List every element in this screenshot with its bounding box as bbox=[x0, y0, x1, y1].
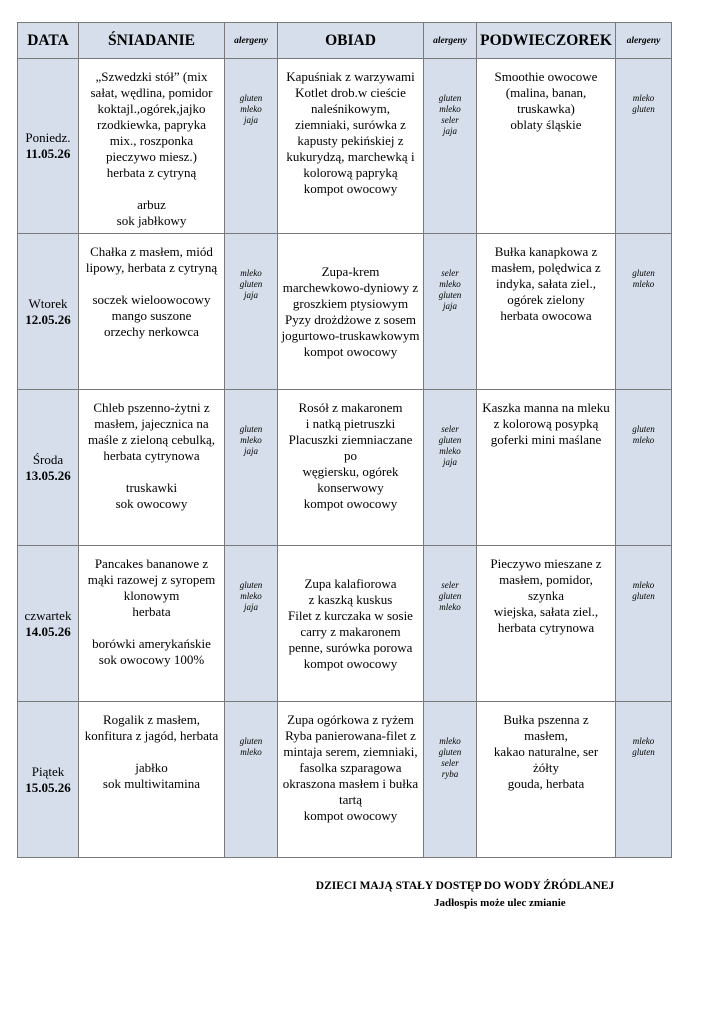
breakfast-cell-line: maśle z zieloną cebulką, bbox=[87, 432, 216, 447]
allergen-item: mleko bbox=[240, 435, 262, 445]
snack-cell-line: Pieczywo mieszane z bbox=[490, 556, 602, 571]
lunch-cell bbox=[278, 546, 424, 702]
snack-cell-line: herbata cytrynowa bbox=[497, 620, 595, 635]
lunch-cell-line: marchewkowo-dyniowy z bbox=[282, 279, 419, 295]
breakfast-cell-line: Chleb pszenno-żytni z bbox=[93, 400, 210, 415]
lunch-cell-line: z kaszką kuskus bbox=[308, 591, 393, 607]
breakfast-cell-line bbox=[82, 744, 221, 760]
lunch-cell-line: Zupa ogórkowa z ryżem bbox=[287, 712, 414, 727]
lunch-cell-line: kompot owocowy bbox=[303, 496, 398, 511]
breakfast-cell bbox=[79, 702, 225, 858]
allergen-item: mleko bbox=[632, 279, 655, 289]
lunch-cell-line: konserwowy bbox=[317, 480, 384, 495]
snack-cell-line: goferki mini maślane bbox=[490, 432, 602, 447]
breakfast-cell-line bbox=[82, 620, 221, 636]
breakfast-cell-line: sałat, wędlina, pomidor bbox=[90, 85, 213, 100]
breakfast-cell-line: herbata z cytryną bbox=[106, 165, 197, 180]
lunch-cell-line: fasolka szparagowa bbox=[299, 760, 402, 775]
lunch-cell bbox=[278, 702, 424, 858]
allergen-item: gluten bbox=[438, 290, 462, 300]
lunch-cell-line: kukurydzą, marchewką i bbox=[286, 149, 415, 164]
breakfast-cell-line: lipowy, herbata z cytryną bbox=[85, 260, 218, 275]
lunch-cell-line: groszkiem ptysiowym bbox=[292, 295, 409, 311]
lunch-cell-line: ziemniaki, surówka z bbox=[295, 117, 406, 132]
allergen-item: jaja bbox=[243, 290, 258, 300]
lunch-cell-line: Zupa kalafiorowa bbox=[304, 575, 397, 591]
lunch-cell-line: naleśnikowym, bbox=[310, 101, 391, 116]
lunch-cell-line: carry z makaronem bbox=[300, 623, 401, 639]
footer-water-note: DZIECI MAJĄ STAŁY DOSTĘP DO WODY ŹRÓDLANEJ bbox=[315, 880, 615, 892]
allergen-item: seler bbox=[441, 268, 459, 278]
snack-cell bbox=[477, 59, 616, 234]
day-cell bbox=[18, 59, 79, 234]
lunch-cell bbox=[278, 390, 424, 546]
breakfast-cell-line: sok owocowy 100% bbox=[98, 652, 205, 667]
allergen-item: gluten bbox=[239, 736, 263, 746]
allergen-item: mleko bbox=[632, 435, 655, 445]
table-row bbox=[18, 546, 672, 702]
header-obiad: OBIAD bbox=[278, 23, 424, 59]
day-cell bbox=[18, 390, 79, 546]
breakfast-cell-line bbox=[82, 276, 221, 292]
lunch-cell-line: Pyzy drożdżowe z sosem bbox=[284, 311, 417, 327]
snack-cell bbox=[477, 390, 616, 546]
allergen-item: jaja bbox=[442, 301, 457, 311]
header-alergeny-breakfast: alergeny bbox=[225, 23, 278, 59]
breakfast-cell-line: soczek wieloowocowy bbox=[92, 292, 211, 307]
day-name: Wtorek bbox=[28, 295, 68, 311]
breakfast-cell-line: Chałka z masłem, miód bbox=[90, 244, 213, 259]
allergen-item: mleko bbox=[439, 446, 461, 456]
header-alergeny-lunch: alergeny bbox=[424, 23, 477, 59]
allergen-item: mleko bbox=[240, 747, 262, 757]
snack-cell-line: z kolorową posypką bbox=[493, 416, 599, 431]
allergen-item: mleko bbox=[439, 602, 461, 612]
day-cell bbox=[18, 546, 79, 702]
day-date: 15.05.26 bbox=[25, 779, 71, 795]
snack-cell-line: indyka, sałata ziel., bbox=[496, 276, 596, 291]
snack-allergens bbox=[616, 702, 672, 858]
snack-cell-line: Smoothie owocowe bbox=[494, 69, 598, 84]
allergen-item: jaja bbox=[243, 602, 258, 612]
day-date: 12.05.26 bbox=[25, 311, 71, 327]
allergen-item: gluten bbox=[632, 424, 655, 434]
breakfast-cell bbox=[79, 59, 225, 234]
breakfast-allergens bbox=[225, 546, 278, 702]
snack-cell-line: gouda, herbata bbox=[507, 776, 585, 791]
allergen-item: ryba bbox=[441, 769, 459, 779]
breakfast-cell-line: sok multiwitamina bbox=[102, 776, 201, 791]
allergen-item: seler bbox=[441, 758, 459, 768]
breakfast-cell-line bbox=[82, 181, 221, 197]
day-cell bbox=[18, 702, 79, 858]
day-date: 14.05.26 bbox=[25, 623, 71, 639]
allergen-item: seler bbox=[441, 580, 459, 590]
allergen-item: gluten bbox=[438, 435, 462, 445]
day-name: Piątek bbox=[31, 763, 65, 779]
snack-allergens bbox=[616, 390, 672, 546]
allergen-item: mleko bbox=[240, 591, 262, 601]
day-name: czwartek bbox=[24, 607, 72, 623]
breakfast-allergens bbox=[225, 702, 278, 858]
lunch-cell-line: penne, surówka porowa bbox=[288, 639, 413, 655]
breakfast-cell-line: koktajl.,ogórek,jajko bbox=[97, 101, 206, 116]
allergen-item: jaja bbox=[243, 446, 258, 456]
breakfast-cell-line: jabłko bbox=[135, 760, 168, 775]
allergen-item: gluten bbox=[632, 268, 655, 278]
breakfast-cell-line: Rogalik z masłem, bbox=[102, 712, 201, 727]
header-sniadanie: ŚNIADANIE bbox=[79, 23, 225, 59]
breakfast-cell bbox=[79, 390, 225, 546]
lunch-cell-line: Kapuśniak z warzywami bbox=[286, 69, 415, 84]
allergen-item: mleko bbox=[632, 580, 655, 590]
day-name: Środa bbox=[32, 451, 64, 467]
snack-cell bbox=[477, 546, 616, 702]
lunch-cell-line: okraszona masłem i bułka bbox=[282, 776, 419, 791]
table-header-row bbox=[18, 23, 672, 59]
allergen-item: mleko bbox=[439, 279, 461, 289]
lunch-allergens bbox=[424, 390, 477, 546]
breakfast-cell-line: arbuz bbox=[137, 197, 166, 212]
day-date: 13.05.26 bbox=[25, 467, 71, 483]
allergen-item: mleko bbox=[439, 104, 461, 114]
lunch-cell-line: tartą bbox=[338, 792, 363, 807]
lunch-cell-line: kompot owocowy bbox=[303, 181, 398, 196]
footer-change-note: Jadłospis może ulec zmianie bbox=[434, 897, 566, 909]
breakfast-cell bbox=[79, 234, 225, 390]
allergen-item: mleko bbox=[632, 93, 655, 103]
breakfast-cell-line: borówki amerykańskie bbox=[92, 636, 211, 651]
lunch-cell-line: Filet z kurczaka w sosie bbox=[288, 607, 413, 623]
day-name: Poniedz. bbox=[25, 130, 71, 145]
allergen-item: gluten bbox=[239, 580, 263, 590]
breakfast-cell-line: rzodkiewka, papryka bbox=[96, 117, 206, 132]
snack-cell-line: ogórek zielony bbox=[507, 292, 585, 307]
lunch-allergens bbox=[424, 702, 477, 858]
lunch-cell-line: Zupa-krem bbox=[321, 263, 380, 279]
breakfast-cell bbox=[79, 546, 225, 702]
menu-body bbox=[18, 59, 672, 858]
day-date: 11.05.26 bbox=[25, 146, 71, 161]
header-alergeny-snack: alergeny bbox=[616, 23, 672, 59]
lunch-cell-line: Rosół z makaronem bbox=[298, 400, 403, 415]
breakfast-cell-line: pieczywo miesz.) bbox=[106, 149, 197, 164]
snack-cell-line: masłem, pomidor, szynka bbox=[499, 572, 593, 603]
breakfast-cell-line: konfitura z jagód, herbata bbox=[84, 728, 219, 743]
breakfast-cell-line: herbata cytrynowa bbox=[103, 448, 200, 463]
breakfast-cell-line: sok owocowy bbox=[115, 496, 188, 511]
allergen-item: gluten bbox=[239, 279, 263, 289]
lunch-allergens bbox=[424, 59, 477, 234]
snack-cell-line: oblaty śląskie bbox=[510, 117, 582, 132]
lunch-cell-line: jogurtowo-truskawkowym bbox=[281, 327, 420, 343]
breakfast-allergens bbox=[225, 234, 278, 390]
breakfast-cell-line: truskawki bbox=[125, 480, 178, 495]
allergen-item: mleko bbox=[439, 736, 461, 746]
lunch-cell-line: mintaja serem, ziemniaki, bbox=[283, 744, 418, 759]
lunch-allergens bbox=[424, 546, 477, 702]
snack-cell-line: Bułka kanapkowa z bbox=[494, 244, 598, 259]
lunch-cell-line: Placuszki ziemniaczane po bbox=[288, 432, 413, 463]
day-cell bbox=[18, 234, 79, 390]
lunch-cell-line: kompot owocowy bbox=[303, 808, 398, 823]
allergen-item: gluten bbox=[438, 747, 462, 757]
snack-allergens bbox=[616, 546, 672, 702]
table-row bbox=[18, 59, 672, 234]
breakfast-cell-line: masłem, jajecznica na bbox=[94, 416, 209, 431]
snack-cell-line: kakao naturalne, ser żółty bbox=[493, 744, 599, 775]
snack-cell-line: truskawka) bbox=[517, 101, 575, 116]
allergen-item: mleko bbox=[240, 268, 262, 278]
allergen-item: jaja bbox=[243, 115, 258, 125]
breakfast-allergens bbox=[225, 390, 278, 546]
breakfast-cell-line: mango suszone bbox=[111, 308, 192, 323]
allergen-item: gluten bbox=[632, 591, 655, 601]
breakfast-cell-line: mix., roszponka bbox=[109, 133, 194, 148]
snack-cell-line: Kaszka manna na mleku bbox=[482, 400, 610, 415]
table-row bbox=[18, 234, 672, 390]
lunch-cell-line: kompot owocowy bbox=[303, 343, 398, 359]
allergen-item: gluten bbox=[632, 747, 655, 757]
breakfast-cell-line: herbata bbox=[132, 604, 171, 619]
header-data: DATA bbox=[18, 23, 79, 59]
allergen-item: mleko bbox=[632, 736, 655, 746]
allergen-item: seler bbox=[441, 115, 459, 125]
allergen-item: seler bbox=[441, 424, 459, 434]
table-row bbox=[18, 390, 672, 546]
allergen-item: mleko bbox=[240, 104, 262, 114]
table-row bbox=[18, 702, 672, 858]
snack-allergens bbox=[616, 234, 672, 390]
menu-table bbox=[17, 22, 672, 858]
lunch-allergens bbox=[424, 234, 477, 390]
snack-cell-line: masłem, polędwica z bbox=[491, 260, 601, 275]
lunch-cell-line: kompot owocowy bbox=[303, 655, 398, 671]
lunch-cell-line: Ryba panierowana-filet z bbox=[285, 728, 416, 743]
breakfast-cell-line: „Szwedzki stół” (mix bbox=[95, 69, 208, 84]
lunch-cell bbox=[278, 59, 424, 234]
header-podwieczorek: PODWIECZOREK bbox=[477, 23, 616, 59]
lunch-cell-line: Kotlet drob.w cieście bbox=[295, 85, 406, 100]
allergen-item: jaja bbox=[442, 126, 457, 136]
allergen-item: gluten bbox=[632, 104, 655, 114]
snack-cell-line: Bułka pszenna z masłem, bbox=[503, 712, 589, 743]
snack-cell bbox=[477, 702, 616, 858]
allergen-item: gluten bbox=[239, 93, 263, 103]
lunch-cell-line: kapusty pekińskiej z bbox=[297, 133, 404, 148]
lunch-cell-line: kolorową papryką bbox=[303, 165, 398, 180]
lunch-cell-line: węgiersku, ogórek bbox=[302, 464, 399, 479]
breakfast-cell-line bbox=[82, 464, 221, 480]
breakfast-cell-line: sok jabłkowy bbox=[116, 213, 187, 228]
snack-cell-line: herbata owocowa bbox=[500, 308, 592, 323]
lunch-cell bbox=[278, 234, 424, 390]
allergen-item: gluten bbox=[438, 591, 462, 601]
breakfast-cell-line: orzechy nerkowca bbox=[104, 324, 199, 339]
breakfast-allergens bbox=[225, 59, 278, 234]
allergen-item: gluten bbox=[438, 93, 462, 103]
snack-cell-line: wiejska, sałata ziel., bbox=[493, 604, 599, 619]
breakfast-cell-line: mąki razowej z syropem bbox=[87, 572, 216, 587]
snack-cell bbox=[477, 234, 616, 390]
lunch-cell-line: i natką pietruszki bbox=[305, 416, 396, 431]
allergen-item: jaja bbox=[442, 457, 457, 467]
snack-allergens bbox=[616, 59, 672, 234]
snack-cell-line: (malina, banan, bbox=[505, 85, 587, 100]
breakfast-cell-line: klonowym bbox=[123, 588, 180, 603]
allergen-item: gluten bbox=[239, 424, 263, 434]
breakfast-cell-line: Pancakes bananowe z bbox=[94, 556, 209, 571]
